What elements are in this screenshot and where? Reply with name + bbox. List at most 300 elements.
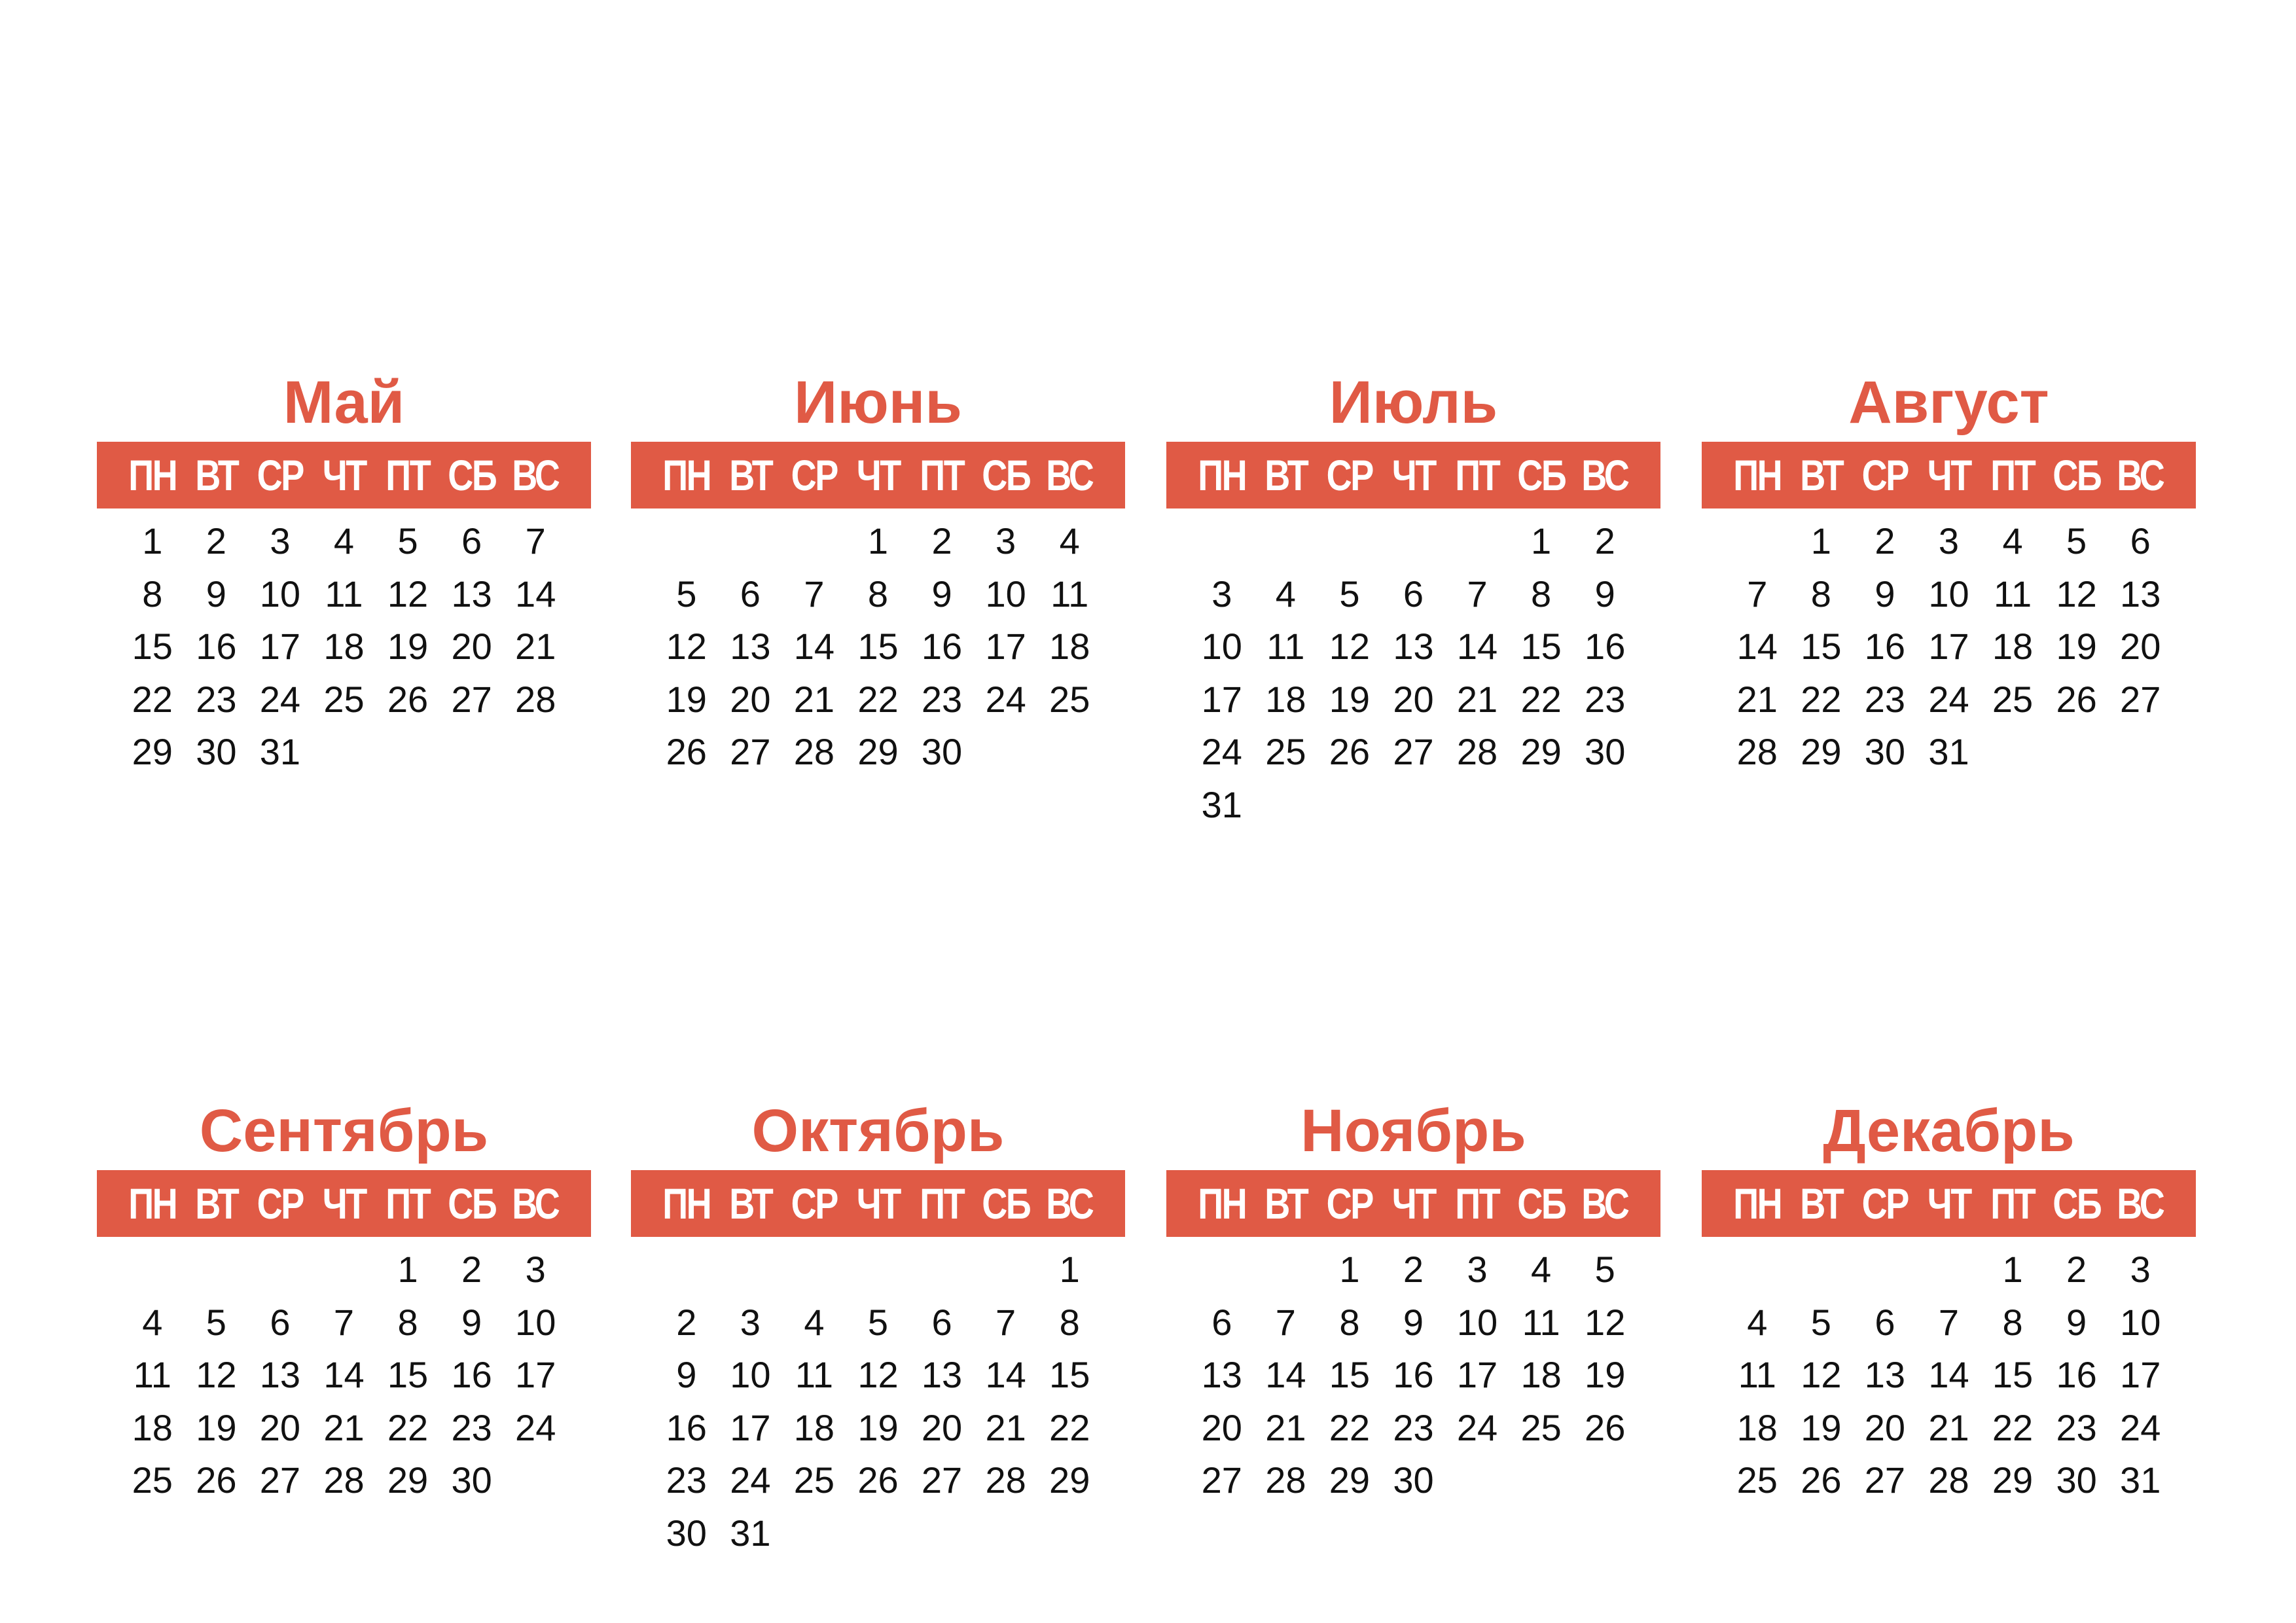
day-cell: 23 <box>666 1459 707 1501</box>
day-empty <box>719 515 783 568</box>
day-empty <box>974 1243 1038 1296</box>
day-cell: 9 <box>206 573 226 615</box>
day-cell: 30 <box>2056 1459 2097 1501</box>
weekday-label: СБ <box>448 451 496 499</box>
day-cell: 16 <box>1864 626 1906 667</box>
day-cell: 1 <box>142 520 163 562</box>
day-cell: 26 <box>2056 678 2097 720</box>
day-cell: 2 <box>931 520 952 562</box>
weekday-label: ЧТ <box>322 451 366 499</box>
day-cell: 28 <box>515 678 556 720</box>
day-cell: 21 <box>793 678 835 720</box>
weekday-label: ПТ <box>1990 1179 2035 1228</box>
weekday-label: ЧТ <box>856 1179 900 1228</box>
month-title: Декабрь <box>1823 1097 2075 1164</box>
day-empty <box>185 1243 249 1296</box>
day-cell: 19 <box>666 678 707 720</box>
day-cell: 18 <box>1736 1406 1778 1448</box>
day-cell: 29 <box>1520 731 1562 772</box>
weekday-label: СБ <box>982 1179 1030 1228</box>
day-cell: 24 <box>1928 678 1969 720</box>
day-cell: 13 <box>259 1354 301 1395</box>
day-cell: 12 <box>1585 1301 1626 1343</box>
weekday-label: ЧТ <box>856 451 900 499</box>
day-cell: 30 <box>451 1459 492 1501</box>
weekday-label: ПН <box>128 451 177 499</box>
day-cell: 5 <box>1810 1301 1831 1343</box>
day-cell: 22 <box>1329 1406 1371 1448</box>
weekday-header <box>1166 1170 1660 1237</box>
month-title: Май <box>283 369 405 436</box>
day-cell: 19 <box>1585 1354 1626 1395</box>
month-block <box>97 1092 591 1507</box>
day-cell: 2 <box>1403 1249 1424 1290</box>
day-cell: 6 <box>931 1301 952 1343</box>
day-cell: 26 <box>666 731 707 772</box>
day-cell: 21 <box>515 626 556 667</box>
weekday-label: СБ <box>448 1179 496 1228</box>
day-cell: 8 <box>1339 1301 1360 1343</box>
day-cell: 14 <box>515 573 556 615</box>
day-cell: 23 <box>1393 1406 1434 1448</box>
day-cell: 20 <box>921 1406 963 1448</box>
weekday-label: СР <box>1326 451 1373 499</box>
day-cell: 1 <box>1059 1249 1080 1290</box>
day-cell: 5 <box>206 1301 226 1343</box>
day-cell: 16 <box>451 1354 492 1395</box>
day-cell: 4 <box>333 520 355 562</box>
weekday-label: ПТ <box>1455 1179 1499 1228</box>
day-empty <box>719 1243 783 1296</box>
weekday-label: ВТ <box>194 451 238 499</box>
weekday-label: СБ <box>2053 1179 2101 1228</box>
day-empty <box>910 1243 974 1296</box>
day-cell: 9 <box>1874 573 1895 615</box>
day-cell: 15 <box>1801 626 1842 667</box>
day-cell: 8 <box>142 573 163 615</box>
day-cell: 15 <box>387 1354 429 1395</box>
day-cell: 1 <box>1531 520 1552 562</box>
day-cell: 30 <box>196 731 237 772</box>
weekday-label: ПТ <box>920 451 964 499</box>
day-cell: 23 <box>451 1406 492 1448</box>
day-cell: 28 <box>1736 731 1778 772</box>
day-empty <box>248 1243 312 1296</box>
weekday-label: ВТ <box>1264 1179 1307 1228</box>
weekday-label: ВТ <box>728 451 772 499</box>
weekday-label: ВТ <box>1799 1179 1842 1228</box>
day-cell: 25 <box>323 678 365 720</box>
day-cell: 14 <box>793 626 835 667</box>
day-cell: 29 <box>1049 1459 1090 1501</box>
day-cell: 14 <box>985 1354 1026 1395</box>
day-cell: 31 <box>730 1512 771 1554</box>
weekday-label: ПТ <box>386 1179 430 1228</box>
day-cell: 12 <box>1329 626 1371 667</box>
day-cell: 12 <box>666 626 707 667</box>
weekday-label: ПН <box>128 1179 177 1228</box>
day-cell: 25 <box>1992 678 2034 720</box>
day-cell: 13 <box>451 573 492 615</box>
day-cell: 26 <box>387 678 429 720</box>
day-cell: 8 <box>2002 1301 2023 1343</box>
day-cell: 24 <box>730 1459 771 1501</box>
day-cell: 2 <box>2066 1249 2087 1290</box>
day-cell: 27 <box>730 731 771 772</box>
day-cell: 16 <box>666 1406 707 1448</box>
day-cell: 7 <box>1275 1301 1296 1343</box>
day-cell: 8 <box>397 1301 418 1343</box>
day-cell: 24 <box>1201 731 1242 772</box>
weekday-header <box>1702 1170 2196 1237</box>
day-cell: 5 <box>1594 1249 1615 1290</box>
weekday-label: СР <box>791 1179 838 1228</box>
day-cell: 23 <box>921 678 963 720</box>
day-cell: 2 <box>676 1301 697 1343</box>
weekday-header <box>1166 442 1660 508</box>
day-cell: 7 <box>525 520 546 562</box>
day-cell: 31 <box>1201 783 1242 825</box>
days-grid <box>1166 1243 1660 1507</box>
weekday-label: СБ <box>1517 1179 1566 1228</box>
day-cell: 14 <box>1736 626 1778 667</box>
weekday-label: ПТ <box>1990 451 2035 499</box>
day-cell: 30 <box>1393 1459 1434 1501</box>
day-cell: 20 <box>259 1406 301 1448</box>
day-cell: 16 <box>2056 1354 2097 1395</box>
day-cell: 5 <box>397 520 418 562</box>
day-cell: 8 <box>1810 573 1831 615</box>
day-cell: 24 <box>2120 1406 2161 1448</box>
weekday-header <box>1702 442 2196 508</box>
day-cell: 21 <box>323 1406 365 1448</box>
day-cell: 24 <box>259 678 301 720</box>
weekday-header <box>97 1170 591 1237</box>
day-cell: 2 <box>206 520 226 562</box>
day-cell: 1 <box>1810 520 1831 562</box>
day-cell: 2 <box>1874 520 1895 562</box>
weekday-label: ВС <box>512 451 559 499</box>
weekday-label: ЧТ <box>1391 1179 1435 1228</box>
day-cell: 26 <box>1801 1459 1842 1501</box>
day-cell: 20 <box>1864 1406 1906 1448</box>
day-cell: 23 <box>196 678 237 720</box>
month-block <box>631 363 1125 779</box>
month-title: Август <box>1848 369 2049 436</box>
weekday-label: ПТ <box>1455 451 1499 499</box>
day-cell: 27 <box>451 678 492 720</box>
weekday-label: СБ <box>982 451 1030 499</box>
day-cell: 30 <box>1864 731 1906 772</box>
weekday-header <box>97 442 591 508</box>
day-cell: 15 <box>1329 1354 1371 1395</box>
day-cell: 26 <box>857 1459 899 1501</box>
day-cell: 13 <box>1864 1354 1906 1395</box>
day-empty <box>846 1243 910 1296</box>
weekday-label: ЧТ <box>1391 451 1435 499</box>
weekday-label: ПН <box>1198 451 1246 499</box>
day-cell: 1 <box>397 1249 418 1290</box>
day-cell: 19 <box>1329 678 1371 720</box>
day-cell: 9 <box>1594 573 1615 615</box>
day-cell: 14 <box>323 1354 365 1395</box>
day-cell: 17 <box>730 1406 771 1448</box>
day-cell: 17 <box>1928 626 1969 667</box>
weekday-label: ПТ <box>920 1179 964 1228</box>
weekday-label: ПН <box>1733 451 1782 499</box>
day-cell: 9 <box>1403 1301 1424 1343</box>
day-cell: 30 <box>1585 731 1626 772</box>
month-block <box>1702 363 2196 779</box>
day-cell: 7 <box>1938 1301 1960 1343</box>
day-empty <box>1853 1243 1917 1296</box>
day-cell: 11 <box>1738 1354 1776 1395</box>
month-block <box>97 363 591 779</box>
day-cell: 3 <box>2130 1249 2151 1290</box>
day-cell: 4 <box>804 1301 825 1343</box>
day-cell: 25 <box>1520 1406 1562 1448</box>
day-cell: 3 <box>1211 573 1232 615</box>
day-cell: 4 <box>1275 573 1296 615</box>
day-cell: 15 <box>1049 1354 1090 1395</box>
day-cell: 12 <box>196 1354 237 1395</box>
day-cell: 13 <box>1201 1354 1242 1395</box>
weekday-label: СР <box>1861 451 1909 499</box>
day-cell: 23 <box>1864 678 1906 720</box>
day-cell: 10 <box>259 573 301 615</box>
day-cell: 13 <box>1393 626 1434 667</box>
day-cell: 6 <box>461 520 482 562</box>
day-cell: 19 <box>387 626 429 667</box>
weekday-label: ВС <box>1046 1179 1093 1228</box>
day-empty <box>655 1243 719 1296</box>
day-cell: 13 <box>921 1354 963 1395</box>
weekday-label: ПН <box>1198 1179 1246 1228</box>
day-cell: 15 <box>1520 626 1562 667</box>
day-empty <box>120 1243 185 1296</box>
day-cell: 4 <box>1059 520 1080 562</box>
days-grid <box>97 1243 591 1507</box>
day-cell: 4 <box>1531 1249 1552 1290</box>
day-cell: 16 <box>921 626 963 667</box>
day-cell: 6 <box>1403 573 1424 615</box>
day-cell: 6 <box>740 573 761 615</box>
weekday-label: ВС <box>1581 1179 1628 1228</box>
day-cell: 22 <box>387 1406 429 1448</box>
day-cell: 26 <box>196 1459 237 1501</box>
day-cell: 17 <box>1456 1354 1498 1395</box>
day-cell: 18 <box>1520 1354 1562 1395</box>
weekday-label: СР <box>1326 1179 1373 1228</box>
day-cell: 11 <box>795 1354 833 1395</box>
day-cell: 18 <box>1049 626 1090 667</box>
month-block <box>1166 363 1660 831</box>
day-cell: 26 <box>1585 1406 1626 1448</box>
day-cell: 22 <box>1801 678 1842 720</box>
day-cell: 15 <box>857 626 899 667</box>
month-title: Сентябрь <box>199 1097 489 1164</box>
month-block <box>1166 1092 1660 1507</box>
day-cell: 5 <box>676 573 697 615</box>
weekday-label: ВТ <box>1264 451 1307 499</box>
day-cell: 6 <box>1211 1301 1232 1343</box>
day-cell: 25 <box>1736 1459 1778 1501</box>
day-cell: 21 <box>1265 1406 1306 1448</box>
day-cell: 2 <box>1594 520 1615 562</box>
day-cell: 4 <box>2002 520 2023 562</box>
day-cell: 27 <box>1864 1459 1906 1501</box>
day-cell: 16 <box>1393 1354 1434 1395</box>
day-cell: 22 <box>132 678 173 720</box>
day-cell: 6 <box>2130 520 2151 562</box>
day-cell: 4 <box>1747 1301 1768 1343</box>
day-cell: 29 <box>1801 731 1842 772</box>
day-cell: 29 <box>387 1459 429 1501</box>
weekday-label: ВТ <box>1799 451 1842 499</box>
day-cell: 31 <box>259 731 301 772</box>
day-cell: 19 <box>1801 1406 1842 1448</box>
weekday-label: СР <box>791 451 838 499</box>
day-cell: 7 <box>333 1301 355 1343</box>
day-cell: 18 <box>323 626 365 667</box>
day-cell: 3 <box>270 520 291 562</box>
day-cell: 28 <box>1456 731 1498 772</box>
weekday-label: ВС <box>1046 451 1093 499</box>
day-cell: 10 <box>2120 1301 2161 1343</box>
day-cell: 10 <box>1456 1301 1498 1343</box>
day-cell: 17 <box>1201 678 1242 720</box>
day-cell: 12 <box>1801 1354 1842 1395</box>
day-empty <box>655 515 719 568</box>
day-cell: 14 <box>1456 626 1498 667</box>
day-empty <box>1254 515 1318 568</box>
weekday-label: ПН <box>662 1179 711 1228</box>
month-block <box>1702 1092 2196 1507</box>
day-cell: 11 <box>133 1354 171 1395</box>
day-cell: 1 <box>1339 1249 1360 1290</box>
day-cell: 29 <box>857 731 899 772</box>
day-cell: 24 <box>985 678 1026 720</box>
day-cell: 13 <box>730 626 771 667</box>
weekday-header <box>631 442 1125 508</box>
month-title: Июнь <box>794 369 962 436</box>
day-cell: 12 <box>387 573 429 615</box>
days-grid <box>1166 515 1660 831</box>
day-cell: 26 <box>1329 731 1371 772</box>
day-cell: 12 <box>2056 573 2097 615</box>
weekday-header <box>631 1170 1125 1237</box>
weekday-label: ЧТ <box>1927 1179 1971 1228</box>
day-cell: 17 <box>2120 1354 2161 1395</box>
days-grid <box>631 1243 1125 1560</box>
month-block <box>631 1092 1125 1560</box>
day-empty <box>782 1243 846 1296</box>
day-empty <box>1725 515 1789 568</box>
day-empty <box>1254 1243 1318 1296</box>
day-empty <box>1190 515 1254 568</box>
weekday-label: ПН <box>1733 1179 1782 1228</box>
day-cell: 20 <box>451 626 492 667</box>
day-cell: 5 <box>2066 520 2087 562</box>
day-cell: 27 <box>259 1459 301 1501</box>
day-cell: 9 <box>461 1301 482 1343</box>
day-cell: 7 <box>1747 573 1768 615</box>
day-cell: 1 <box>2002 1249 2023 1290</box>
day-empty <box>1382 515 1446 568</box>
day-cell: 18 <box>132 1406 173 1448</box>
day-cell: 22 <box>1049 1406 1090 1448</box>
days-grid <box>97 515 591 779</box>
day-cell: 3 <box>525 1249 546 1290</box>
day-cell: 27 <box>2120 678 2161 720</box>
day-cell: 25 <box>132 1459 173 1501</box>
day-cell: 15 <box>132 626 173 667</box>
day-cell: 16 <box>1585 626 1626 667</box>
day-cell: 25 <box>793 1459 835 1501</box>
day-cell: 20 <box>1201 1406 1242 1448</box>
day-empty <box>1318 515 1382 568</box>
day-cell: 3 <box>996 520 1016 562</box>
day-cell: 21 <box>1456 678 1498 720</box>
day-cell: 9 <box>931 573 952 615</box>
weekday-label: СБ <box>1517 451 1566 499</box>
day-cell: 11 <box>1266 626 1305 667</box>
day-cell: 17 <box>515 1354 556 1395</box>
day-cell: 10 <box>515 1301 556 1343</box>
day-cell: 1 <box>867 520 889 562</box>
day-cell: 31 <box>1928 731 1969 772</box>
days-grid <box>1702 515 2196 779</box>
day-cell: 30 <box>666 1512 707 1554</box>
month-title: Июль <box>1329 369 1498 436</box>
day-cell: 20 <box>2120 626 2161 667</box>
days-grid <box>1702 1243 2196 1507</box>
month-title: Ноябрь <box>1300 1097 1526 1164</box>
day-cell: 4 <box>142 1301 163 1343</box>
day-cell: 27 <box>921 1459 963 1501</box>
day-cell: 5 <box>1339 573 1360 615</box>
day-cell: 21 <box>1928 1406 1969 1448</box>
day-cell: 5 <box>867 1301 889 1343</box>
day-cell: 9 <box>2066 1301 2087 1343</box>
weekday-label: ВС <box>2117 451 2164 499</box>
days-grid <box>631 515 1125 779</box>
weekday-label: ПТ <box>386 451 430 499</box>
day-cell: 15 <box>1992 1354 2034 1395</box>
day-cell: 28 <box>793 731 835 772</box>
day-empty <box>1190 1243 1254 1296</box>
day-empty <box>1445 515 1509 568</box>
day-empty <box>1725 1243 1789 1296</box>
weekday-label: ЧТ <box>1927 451 1971 499</box>
day-cell: 10 <box>985 573 1026 615</box>
day-cell: 22 <box>857 678 899 720</box>
weekday-label: ПН <box>662 451 711 499</box>
day-cell: 11 <box>1050 573 1089 615</box>
day-cell: 28 <box>985 1459 1026 1501</box>
day-cell: 23 <box>2056 1406 2097 1448</box>
day-cell: 7 <box>1467 573 1488 615</box>
day-cell: 11 <box>325 573 363 615</box>
day-cell: 14 <box>1265 1354 1306 1395</box>
day-cell: 3 <box>740 1301 761 1343</box>
weekday-label: ВТ <box>194 1179 238 1228</box>
day-empty <box>1917 1243 1981 1296</box>
day-cell: 27 <box>1393 731 1434 772</box>
day-cell: 6 <box>270 1301 291 1343</box>
day-cell: 3 <box>1938 520 1960 562</box>
weekday-label: ВС <box>512 1179 559 1228</box>
